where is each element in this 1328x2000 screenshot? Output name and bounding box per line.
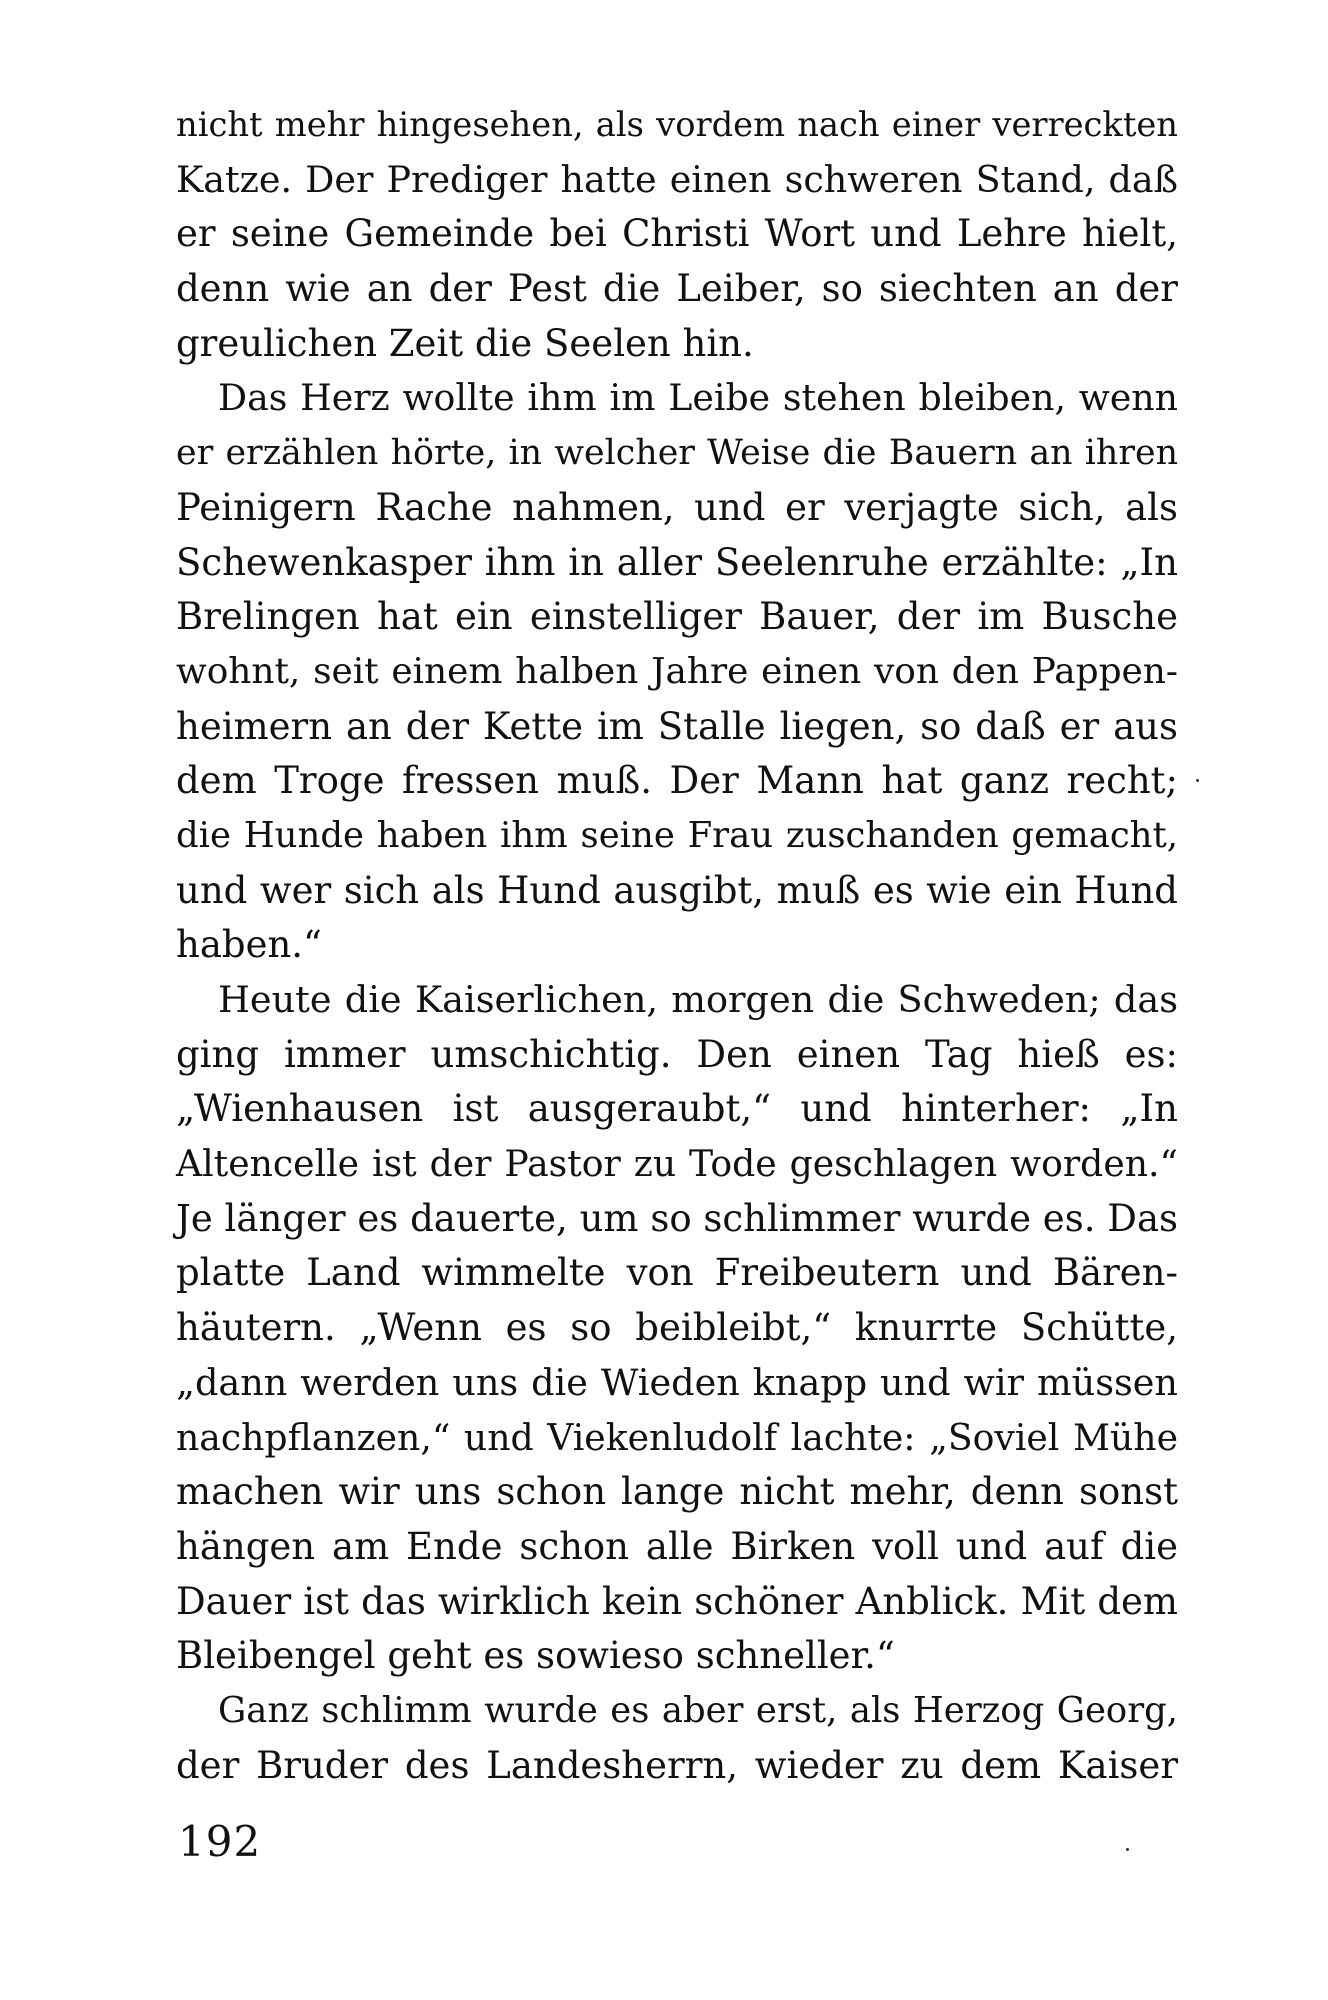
text-line: er seine Gemeinde bei Christi Wort und Lehre hielt, — [176, 212, 1178, 256]
text-line: Je länger es dauerte, um so schlimmer wurde es. Das — [176, 1196, 1178, 1240]
text-line: „dann werden uns die Wieden knapp und wir müssen — [176, 1360, 1178, 1404]
text-line: heimern an der Kette im Stalle liegen, so daß er aus — [176, 704, 1178, 748]
text-line: Peinigern Rache nahmen, und er verjagte sich, als — [176, 485, 1178, 529]
text-line: die Hunde haben ihm seine Frau zuschanden gemacht, — [176, 814, 1178, 856]
text-line: Katze. Der Prediger hatte einen schweren Stand, daß — [176, 157, 1178, 201]
text-line: hängen am Ende schon alle Birken voll und auf die — [176, 1524, 1178, 1568]
page-number: 192 — [178, 1817, 262, 1866]
text-line: denn wie an der Pest die Leiber, so siechten an der — [176, 267, 1178, 311]
text-line: Bleibengel geht es sowieso schneller.“ — [176, 1634, 895, 1678]
text-line: machen wir uns schon lange nicht mehr, denn sonst — [176, 1470, 1178, 1514]
text-line: er erzählen hörte, in welcher Weise die Bauern an ihren — [176, 433, 1178, 474]
text-line: ging immer umschichtig. Den einen Tag hieß es: — [176, 1032, 1178, 1076]
text-line: Schewenkasper ihm in aller Seelenruhe erzählte: „In — [176, 540, 1178, 584]
text-line: wohnt, seit einem halben Jahre einen von den Pappen- — [176, 650, 1178, 692]
text-line: „Wienhausen ist ausgeraubt,“ und hinterher: „In — [176, 1087, 1178, 1131]
text-line: Brelingen hat ein einstelliger Bauer, der im Busche — [176, 595, 1178, 639]
print-speck — [1126, 1848, 1129, 1851]
text-line: nachpflanzen,“ und Viekenludolf lachte: „Soviel Mühe — [176, 1415, 1178, 1459]
text-line: Heute die Kaiserlichen, morgen die Schweden; das — [218, 978, 1178, 1021]
body-text — [176, 98, 1178, 1793]
text-line: und wer sich als Hund ausgibt, muß es wie ein Hund — [176, 868, 1178, 912]
text-line: Altencelle ist der Pastor zu Tode geschlagen worden.“ — [176, 1142, 1178, 1186]
text-line: häutern. „Wenn es so beibleibt,“ knurrte Schütte, — [176, 1306, 1178, 1350]
text-line: der Bruder des Landesherrn, wieder zu dem Kaiser — [176, 1743, 1178, 1787]
text-line: haben.“ — [176, 923, 322, 967]
text-line: greulichen Zeit die Seelen hin. — [176, 321, 754, 365]
text-line: platte Land wimmelte von Freibeutern und Bären- — [176, 1251, 1178, 1295]
text-line: Dauer ist das wirklich kein schöner Anblick. Mit dem — [176, 1579, 1178, 1623]
text-line: Ganz schlimm wurde es aber erst, als Herzog Georg, — [218, 1689, 1178, 1731]
text-line: nicht mehr hingesehen, als vordem nach einer verreckten — [176, 105, 1178, 144]
text-line: Das Herz wollte ihm im Leibe stehen bleiben, wenn — [218, 376, 1178, 420]
print-speck — [1196, 779, 1199, 782]
text-line: dem Troge fressen muß. Der Mann hat ganz recht; — [176, 759, 1178, 803]
